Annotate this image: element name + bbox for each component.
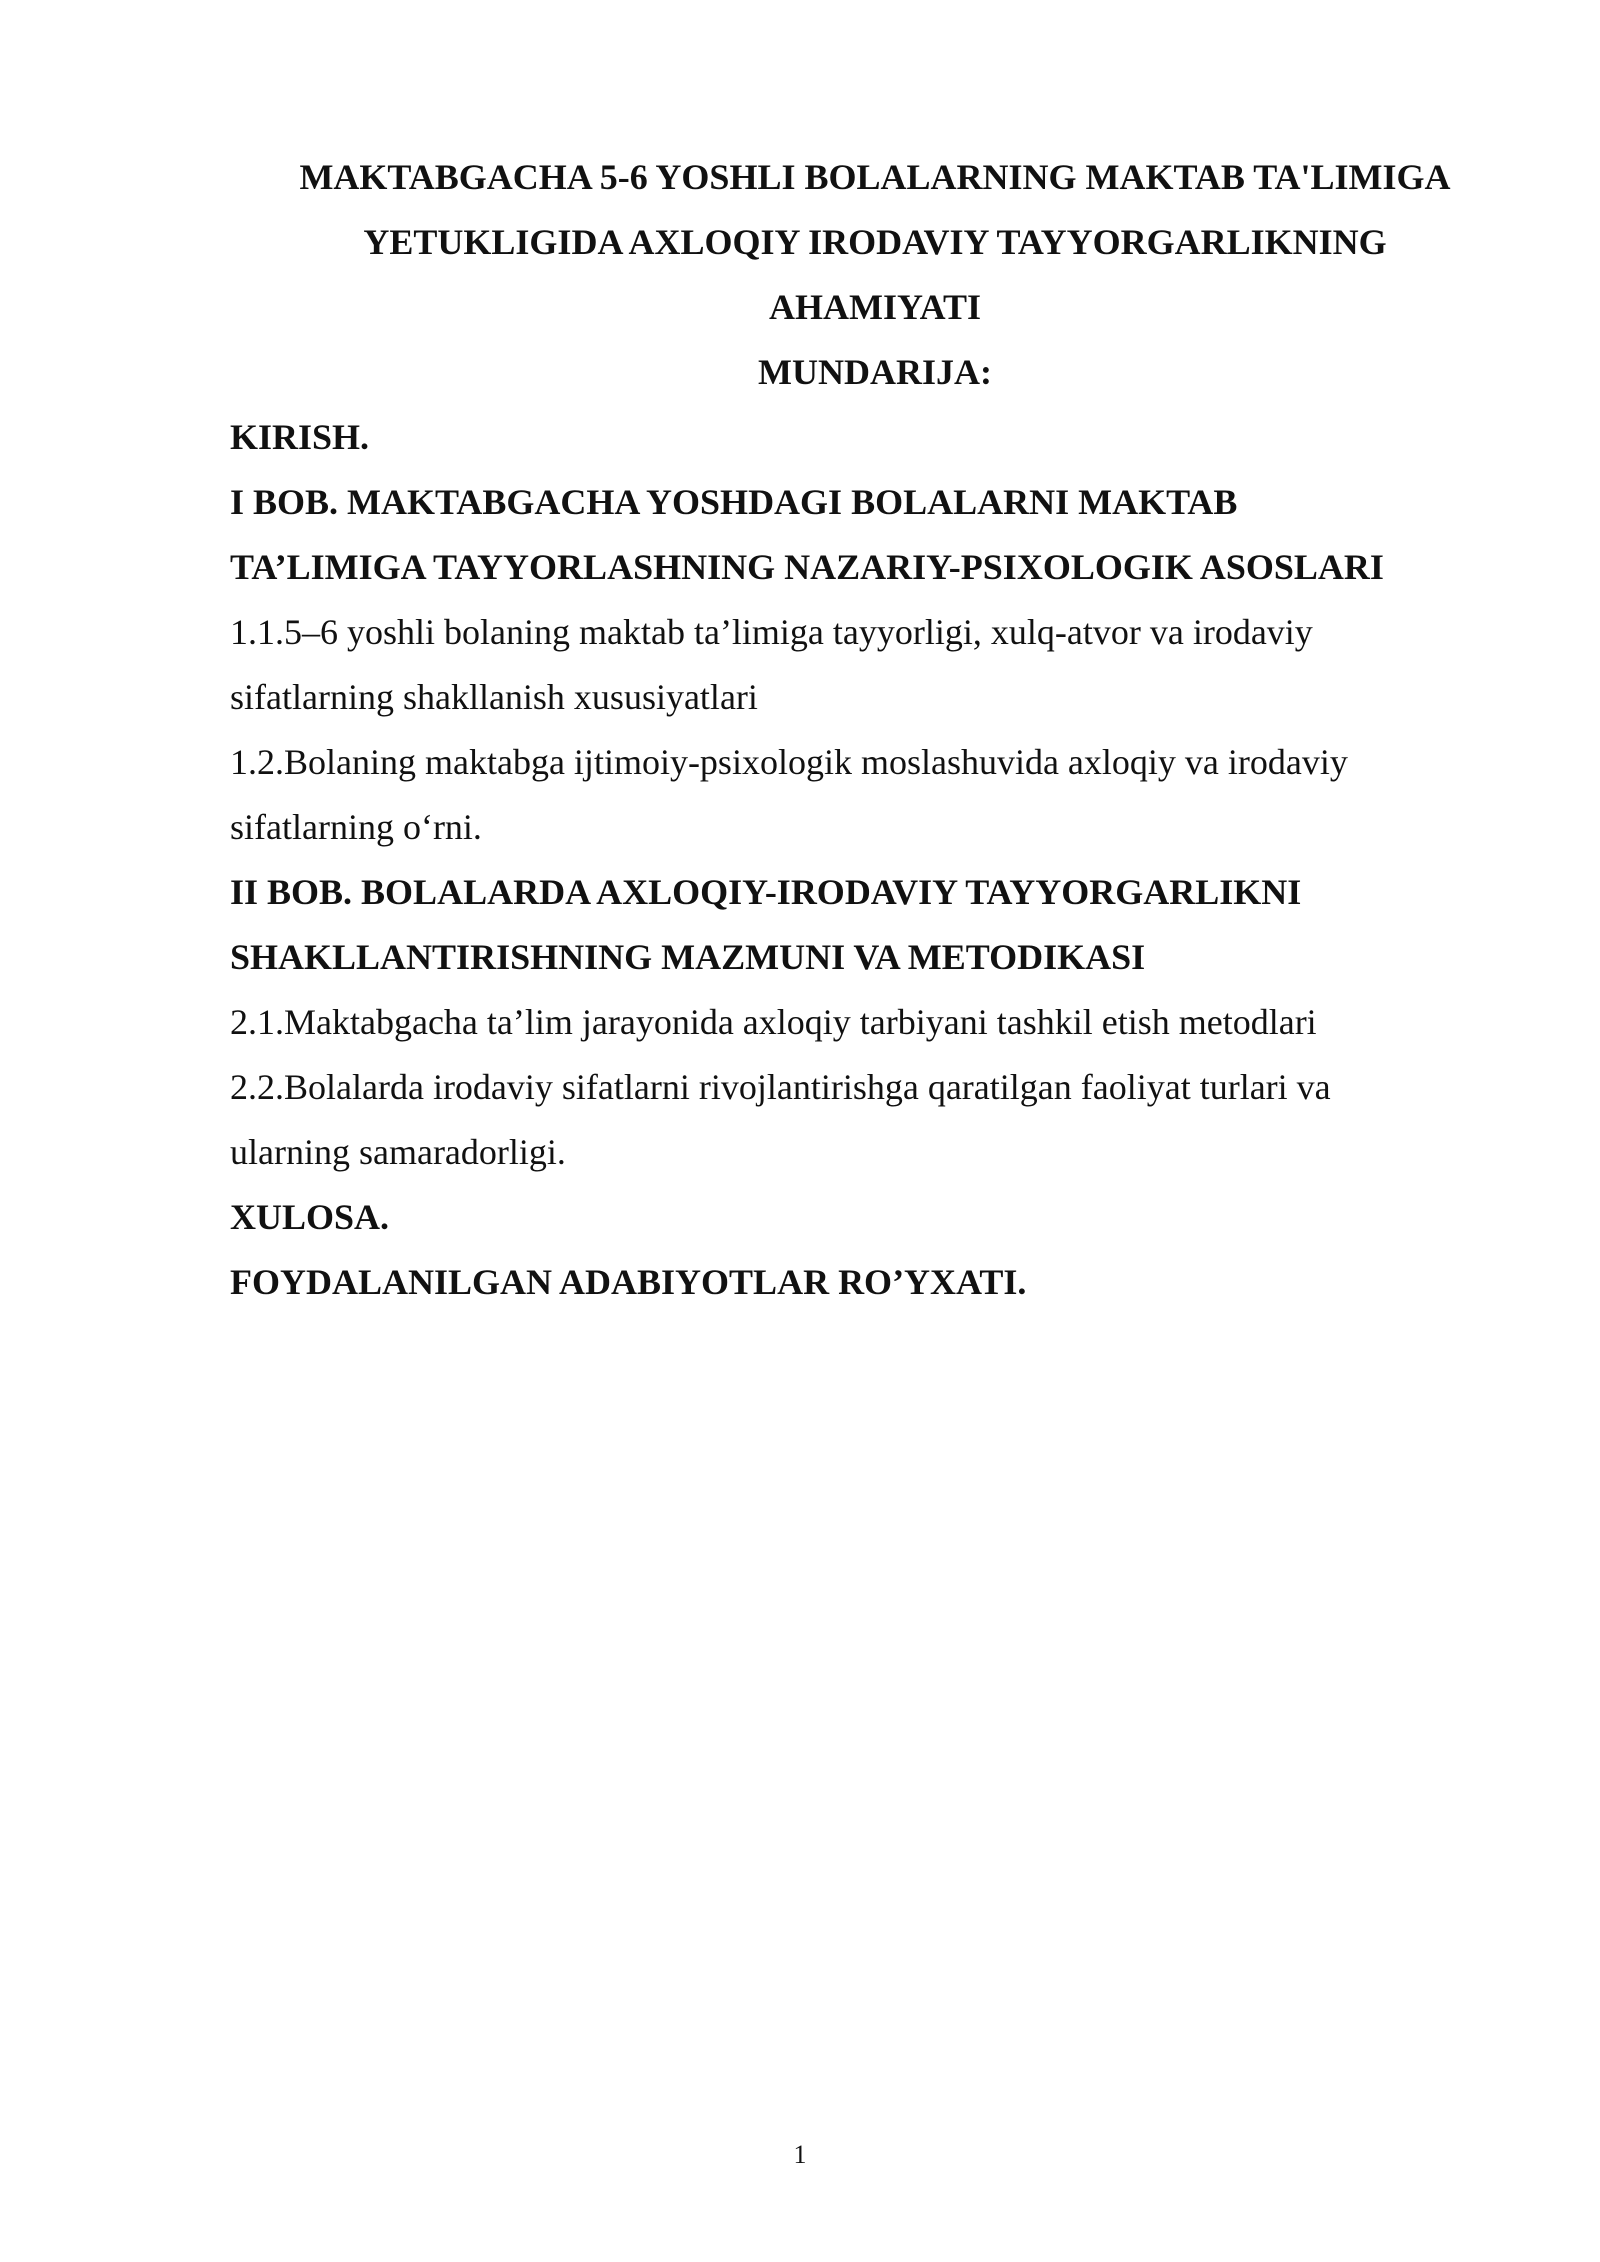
- toc-section-1-1: [230, 600, 1500, 730]
- title-line-1: MAKTABGACHA 5-6 YOSHLI BOLALARNING MAKTAB TA'LIMIGA: [299, 157, 1451, 197]
- toc-chapter-1-line-1: I BOB. MAKTABGACHA YOSHDAGI BOLALARNI MAKTAB: [230, 482, 1238, 522]
- toc-section-2-2: [230, 1055, 1500, 1185]
- toc-section-1-2-line-1: 1.2.Bolaning maktabga ijtimoiy-psixologik moslashuvida axloqiy va irodaviy: [230, 742, 1348, 782]
- toc-section-1-1-line-2: sifatlarning shakllanish xususiyatlari: [230, 677, 758, 717]
- toc-section-2-1: [230, 990, 1500, 1055]
- toc-section-2-1-line-1: 2.1.Maktabgacha ta’lim jarayonida axloqiy tarbiyani tashkil etish metodlari: [230, 1002, 1317, 1042]
- toc-chapter-2-line-1: II BOB. BOLALARDA AXLOQIY-IRODAVIY TAYYORGARLIKNI: [230, 872, 1302, 912]
- toc-intro: KIRISH.: [230, 417, 370, 457]
- toc-section-1-2-line-2: sifatlarning o‘rni.: [230, 807, 482, 847]
- table-of-contents: [230, 405, 1500, 1315]
- toc-chapter-2-line-2: SHAKLLANTIRISHNING MAZMUNI VA METODIKASI: [230, 937, 1146, 977]
- toc-section-2-2-line-2: ularning samaradorligi.: [230, 1132, 566, 1172]
- toc-conclusion: XULOSA.: [230, 1197, 390, 1237]
- document-title: [230, 145, 1500, 405]
- toc-section-1-2: [230, 730, 1500, 860]
- toc-chapter-1-line-2: TA’LIMIGA TAYYORLASHNING NAZARIY-PSIXOLOGIK ASOSLARI: [230, 547, 1384, 587]
- toc-heading: MUNDARIJA:: [758, 352, 992, 392]
- toc-chapter-2: [230, 860, 1500, 990]
- title-line-2: YETUKLIGIDA AXLOQIY IRODAVIY TAYYORGARLIKNING: [363, 222, 1387, 262]
- page-number: 1: [793, 2140, 807, 2169]
- toc-chapter-1: [230, 470, 1500, 600]
- toc-section-1-1-line-1: 1.1.5–6 yoshli bolaning maktab ta’limiga tayyorligi, xulq-atvor va irodaviy: [230, 612, 1313, 652]
- title-line-3: AHAMIYATI: [768, 287, 982, 327]
- page-content: [230, 145, 1500, 1315]
- toc-references: FOYDALANILGAN ADABIYOTLAR RO’YXATI.: [230, 1262, 1027, 1302]
- toc-section-2-2-line-1: 2.2.Bolalarda irodaviy sifatlarni rivojlantirishga qaratilgan faoliyat turlari va: [230, 1067, 1331, 1107]
